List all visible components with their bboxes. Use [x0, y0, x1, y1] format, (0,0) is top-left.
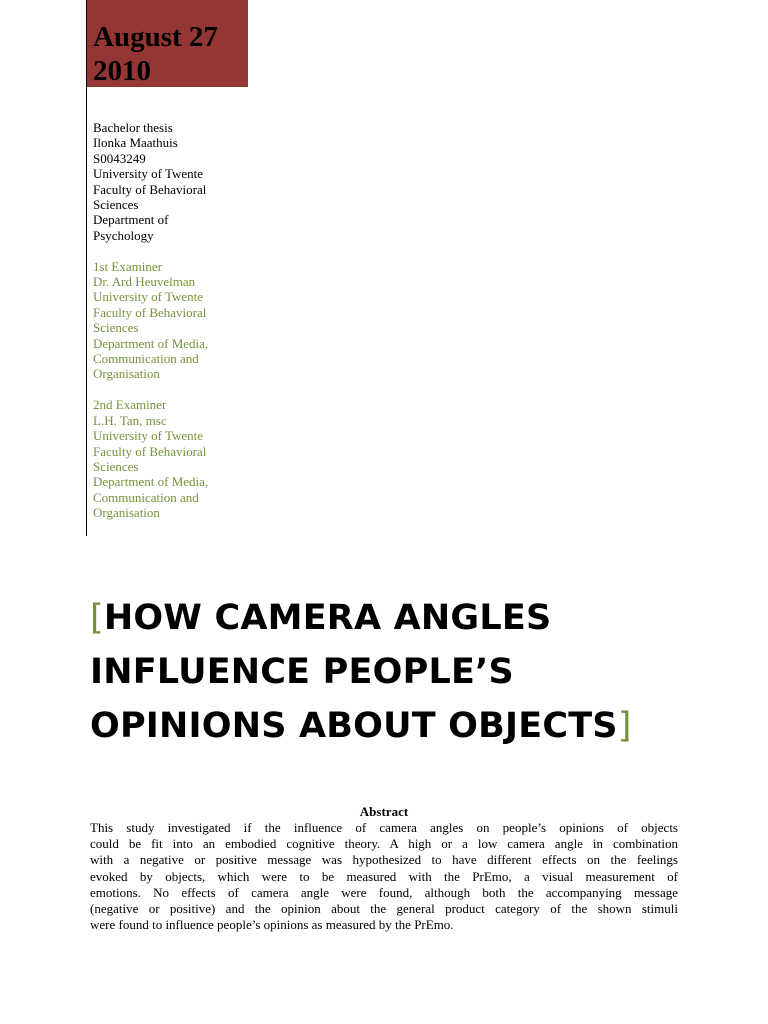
- examiner-2-line: Faculty of Behavioral: [93, 443, 207, 459]
- examiner-2-line: Department of Media,: [93, 474, 209, 490]
- title-close-bracket: ]: [617, 706, 632, 746]
- abstract-heading: Abstract: [359, 804, 409, 819]
- examiner-2-line: Organisation: [93, 505, 160, 521]
- abstract-line: emotions. No effects of camera angle were found, although both the accompanying message: [90, 884, 678, 900]
- examiner-2-line: Sciences: [93, 458, 139, 474]
- examiner-2-line: Communication and: [93, 489, 199, 505]
- thesis-title: [90, 591, 730, 753]
- title-text-line-1: HOW CAMERA ANGLES: [103, 598, 552, 638]
- author-info-line: Sciences: [93, 197, 139, 213]
- examiner-1-line: Communication and: [93, 351, 199, 367]
- abstract-line: were found to influence people’s opinions as measured by the PrEmo.: [90, 917, 454, 933]
- author-info-line: University of Twente: [93, 166, 204, 182]
- examiner-1-line: University of Twente: [93, 289, 204, 305]
- examiner-1-line: 1st Examiner: [93, 258, 162, 274]
- examiner-1-line: Department of Media,: [93, 335, 209, 351]
- date-line-month-day: August 27: [93, 21, 218, 53]
- abstract-line: with a negative or positive message was hypothesized to have different effects on the feelings: [90, 852, 678, 868]
- title-line-1: [90, 591, 730, 645]
- title-text-line-3: OPINIONS ABOUT OBJECTS: [90, 706, 618, 746]
- author-info-line: Bachelor thesis: [93, 120, 173, 135]
- author-info-line: Faculty of Behavioral: [93, 181, 207, 197]
- author-info-line: Department of: [93, 212, 169, 228]
- abstract-line: could be fit into an embodied cognitive theory. A high or a low camera angle in combination: [90, 836, 678, 852]
- abstract-body: [90, 820, 678, 933]
- author-info: [93, 120, 243, 243]
- examiner-1-line: Dr. Ard Heuvelman: [93, 274, 196, 290]
- examiner-1-line: Sciences: [93, 320, 139, 336]
- examiner-2-line: University of Twente: [93, 428, 204, 444]
- date-line-year: 2010: [93, 55, 151, 87]
- examiner-1-line: Faculty of Behavioral: [93, 304, 207, 320]
- title-line-2: INFLUENCE PEOPLE’S: [90, 652, 514, 692]
- examiner-1-line: Organisation: [93, 366, 160, 382]
- vertical-divider: [86, 0, 87, 536]
- date-block: [87, 0, 248, 87]
- author-info-column: [93, 120, 243, 536]
- examiner-2: [93, 397, 243, 520]
- author-info-line: Psychology: [93, 227, 154, 243]
- title-open-bracket: [: [90, 598, 104, 638]
- examiner-2-line: 2nd Examiner: [93, 397, 167, 413]
- title-line-3: [90, 699, 730, 753]
- abstract-line: This study investigated if the influence of camera angles on people’s opinions of objects: [90, 820, 678, 835]
- examiner-2-line: L.H. Tan, msc: [93, 412, 167, 428]
- abstract-line: (negative or positive) and the opinion about the general product category of the shown stimuli: [90, 901, 678, 917]
- author-info-line: S0043249: [93, 150, 146, 166]
- examiner-1: [93, 259, 243, 382]
- abstract-line: evoked by objects, which were to be measured with the PrEmo, a visual measurement of: [90, 868, 678, 884]
- author-info-line: Ilonka Maathuis: [93, 135, 178, 151]
